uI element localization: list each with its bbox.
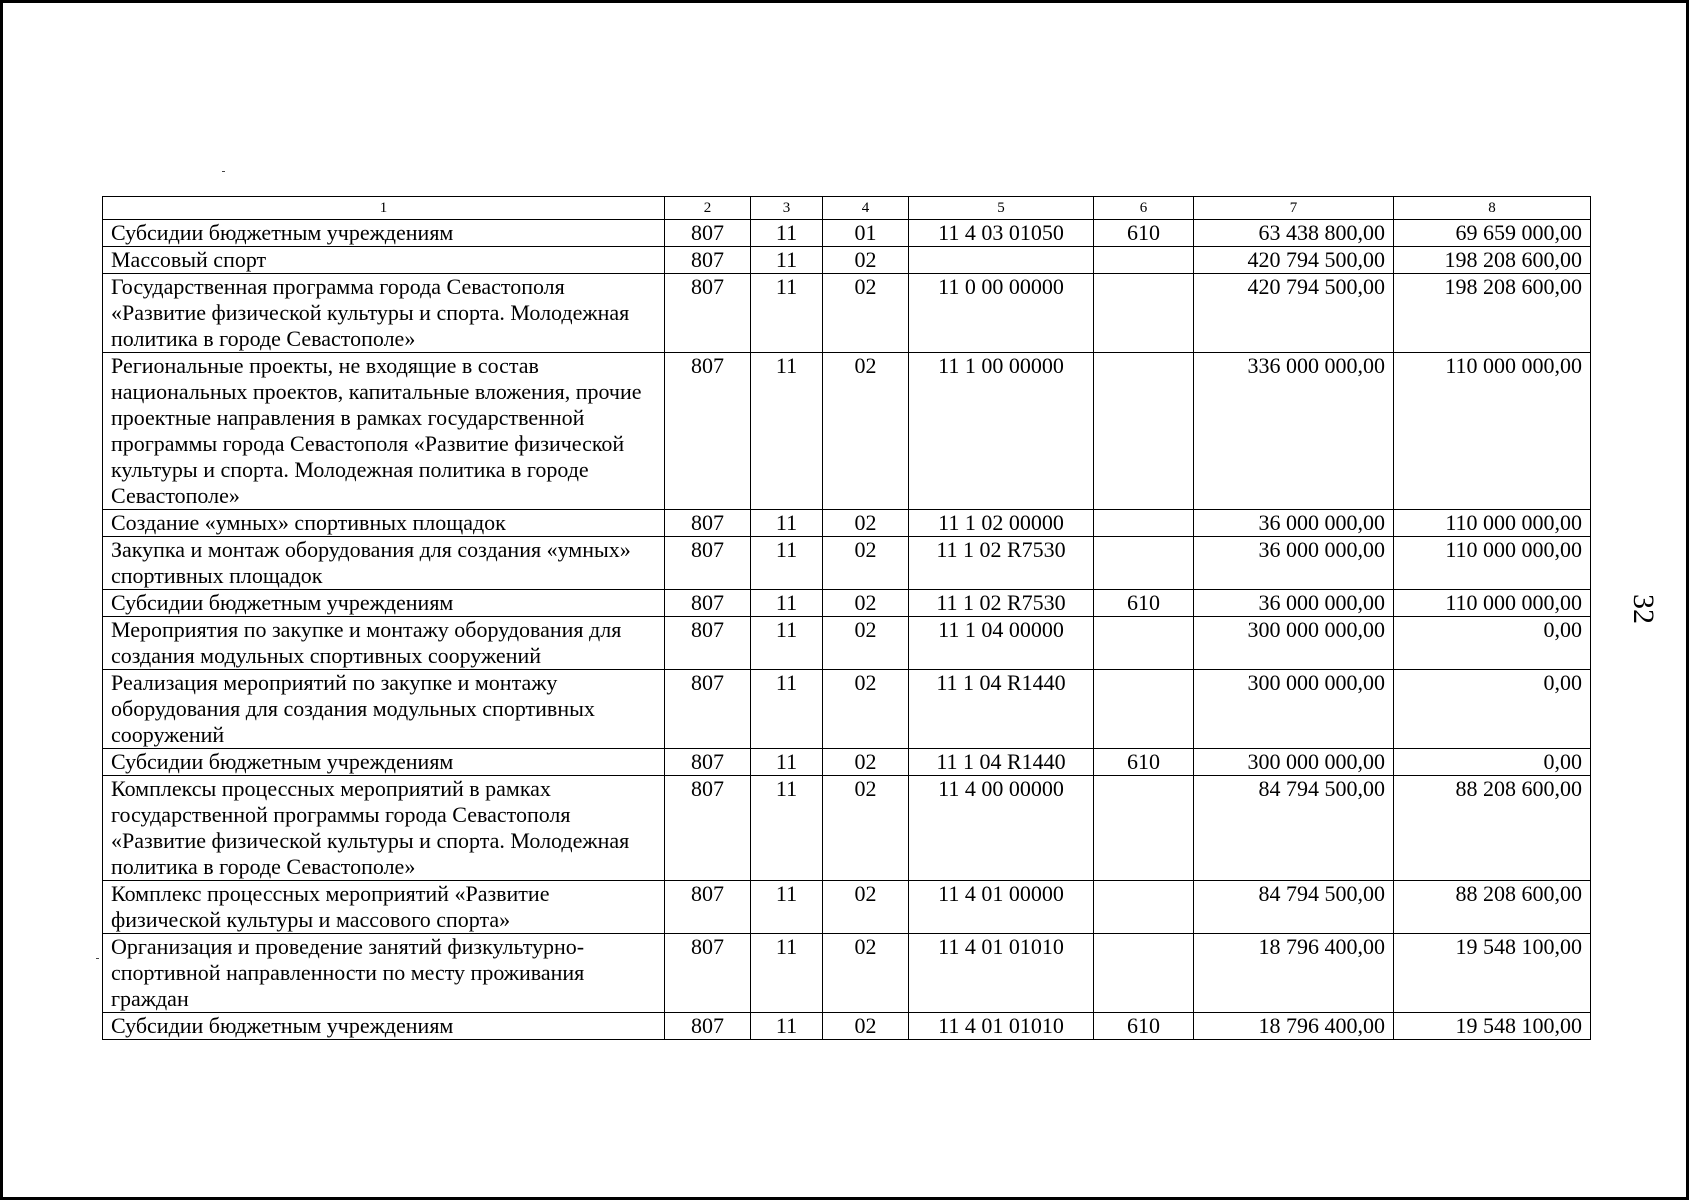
target-article-cell: 11 4 01 00000 [909, 881, 1094, 934]
subdivision-code-cell: 02 [823, 537, 909, 590]
subdivision-code-cell: 02 [823, 881, 909, 934]
target-article-cell: 11 1 04 00000 [909, 617, 1094, 670]
table-row [103, 617, 1591, 670]
row-name-cell: Реализация мероприятий по закупке и монтажу оборудования для создания модульных спортивных сооружений [103, 670, 665, 749]
subdivision-code-cell: 02 [823, 776, 909, 881]
amount-col8-cell: 198 208 600,00 [1394, 274, 1591, 353]
target-article-cell: 11 1 02 R7530 [909, 590, 1094, 617]
expense-type-cell [1094, 934, 1194, 1013]
amount-col7-cell: 300 000 000,00 [1194, 617, 1394, 670]
amount-col7-cell: 420 794 500,00 [1194, 274, 1394, 353]
target-article-cell: 11 4 00 00000 [909, 776, 1094, 881]
amount-col8-cell: 19 548 100,00 [1394, 934, 1591, 1013]
expense-type-cell [1094, 353, 1194, 510]
amount-col7-cell: 420 794 500,00 [1194, 247, 1394, 274]
section-code-cell: 807 [665, 537, 751, 590]
section-code-cell: 807 [665, 617, 751, 670]
amount-col7-cell: 300 000 000,00 [1194, 670, 1394, 749]
amount-col8-cell: 19 548 100,00 [1394, 1013, 1591, 1040]
column-header: 1 [103, 197, 665, 220]
table-row [103, 590, 1591, 617]
column-header: 4 [823, 197, 909, 220]
amount-col8-cell: 110 000 000,00 [1394, 510, 1591, 537]
column-header: 2 [665, 197, 751, 220]
row-name-cell: Субсидии бюджетным учреждениям [103, 590, 665, 617]
row-name-cell: Мероприятия по закупке и монтажу оборудования для создания модульных спортивных сооружений [103, 617, 665, 670]
table-row [103, 1013, 1591, 1040]
table-row [103, 353, 1591, 510]
target-article-cell: 11 1 02 00000 [909, 510, 1094, 537]
section-code-cell: 807 [665, 247, 751, 274]
amount-col7-cell: 36 000 000,00 [1194, 537, 1394, 590]
table-body [103, 220, 1591, 1040]
division-code-cell: 11 [751, 247, 823, 274]
division-code-cell: 11 [751, 353, 823, 510]
scan-speck [222, 171, 225, 172]
expense-type-cell: 610 [1094, 220, 1194, 247]
division-code-cell: 11 [751, 670, 823, 749]
table-row [103, 247, 1591, 274]
amount-col8-cell: 0,00 [1394, 670, 1591, 749]
expense-type-cell: 610 [1094, 1013, 1194, 1040]
division-code-cell: 11 [751, 590, 823, 617]
amount-col7-cell: 84 794 500,00 [1194, 776, 1394, 881]
target-article-cell: 11 1 04 R1440 [909, 749, 1094, 776]
budget-table [102, 196, 1591, 1040]
amount-col8-cell: 88 208 600,00 [1394, 776, 1591, 881]
expense-type-cell: 610 [1094, 749, 1194, 776]
amount-col7-cell: 84 794 500,00 [1194, 881, 1394, 934]
subdivision-code-cell: 02 [823, 617, 909, 670]
subdivision-code-cell: 02 [823, 934, 909, 1013]
division-code-cell: 11 [751, 749, 823, 776]
target-article-cell: 11 0 00 00000 [909, 274, 1094, 353]
amount-col7-cell: 36 000 000,00 [1194, 590, 1394, 617]
page-number: 32 [1627, 594, 1660, 624]
division-code-cell: 11 [751, 1013, 823, 1040]
row-name-cell: Массовый спорт [103, 247, 665, 274]
row-name-cell: Комплексы процессных мероприятий в рамках государственной программы города Севастополя «Развитие физической культуры и спорта. Молодежная политика в городе Севастополе» [103, 776, 665, 881]
scan-speck [96, 958, 99, 959]
expense-type-cell [1094, 274, 1194, 353]
row-name-cell: Комплекс процессных мероприятий «Развитие физической культуры и массового спорта» [103, 881, 665, 934]
amount-col7-cell: 18 796 400,00 [1194, 934, 1394, 1013]
amount-col7-cell: 336 000 000,00 [1194, 353, 1394, 510]
column-header: 5 [909, 197, 1094, 220]
subdivision-code-cell: 02 [823, 353, 909, 510]
subdivision-code-cell: 02 [823, 247, 909, 274]
header-row [103, 197, 1591, 220]
subdivision-code-cell: 02 [823, 1013, 909, 1040]
amount-col7-cell: 300 000 000,00 [1194, 749, 1394, 776]
division-code-cell: 11 [751, 220, 823, 247]
row-name-cell: Субсидии бюджетным учреждениям [103, 1013, 665, 1040]
section-code-cell: 807 [665, 749, 751, 776]
row-name-cell: Организация и проведение занятий физкультурно-спортивной направленности по месту проживания граждан [103, 934, 665, 1013]
column-header: 8 [1394, 197, 1591, 220]
target-article-cell: 11 1 04 R1440 [909, 670, 1094, 749]
target-article-cell: 11 1 02 R7530 [909, 537, 1094, 590]
section-code-cell: 807 [665, 881, 751, 934]
row-name-cell: Создание «умных» спортивных площадок [103, 510, 665, 537]
expense-type-cell [1094, 670, 1194, 749]
division-code-cell: 11 [751, 881, 823, 934]
column-header: 3 [751, 197, 823, 220]
division-code-cell: 11 [751, 934, 823, 1013]
table-row [103, 274, 1591, 353]
table-row [103, 934, 1591, 1013]
column-header: 7 [1194, 197, 1394, 220]
table-row [103, 881, 1591, 934]
row-name-cell: Субсидии бюджетным учреждениям [103, 749, 665, 776]
expense-type-cell: 610 [1094, 590, 1194, 617]
row-name-cell: Региональные проекты, не входящие в состав национальных проектов, капитальные вложения, прочие проектные направления в рамках государственной программы города Севастополя «Развитие физической культуры и спорта. Молодежная политика в городе Севастополе» [103, 353, 665, 510]
section-code-cell: 807 [665, 776, 751, 881]
table-row [103, 510, 1591, 537]
amount-col8-cell: 0,00 [1394, 617, 1591, 670]
amount-col8-cell: 88 208 600,00 [1394, 881, 1591, 934]
section-code-cell: 807 [665, 274, 751, 353]
target-article-cell: 11 4 03 01050 [909, 220, 1094, 247]
division-code-cell: 11 [751, 617, 823, 670]
table-row [103, 670, 1591, 749]
table-header [103, 197, 1591, 220]
target-article-cell: 11 4 01 01010 [909, 934, 1094, 1013]
expense-type-cell [1094, 617, 1194, 670]
expense-type-cell [1094, 776, 1194, 881]
amount-col8-cell: 110 000 000,00 [1394, 537, 1591, 590]
section-code-cell: 807 [665, 934, 751, 1013]
subdivision-code-cell: 02 [823, 749, 909, 776]
amount-col8-cell: 198 208 600,00 [1394, 247, 1591, 274]
column-header: 6 [1094, 197, 1194, 220]
subdivision-code-cell: 01 [823, 220, 909, 247]
table-row [103, 537, 1591, 590]
table-row [103, 776, 1591, 881]
amount-col8-cell: 69 659 000,00 [1394, 220, 1591, 247]
amount-col7-cell: 18 796 400,00 [1194, 1013, 1394, 1040]
amount-col7-cell: 36 000 000,00 [1194, 510, 1394, 537]
subdivision-code-cell: 02 [823, 670, 909, 749]
row-name-cell: Субсидии бюджетным учреждениям [103, 220, 665, 247]
target-article-cell: 11 1 00 00000 [909, 353, 1094, 510]
section-code-cell: 807 [665, 670, 751, 749]
division-code-cell: 11 [751, 274, 823, 353]
section-code-cell: 807 [665, 590, 751, 617]
section-code-cell: 807 [665, 510, 751, 537]
table-row [103, 749, 1591, 776]
division-code-cell: 11 [751, 537, 823, 590]
subdivision-code-cell: 02 [823, 590, 909, 617]
section-code-cell: 807 [665, 1013, 751, 1040]
target-article-cell [909, 247, 1094, 274]
table-row [103, 220, 1591, 247]
expense-type-cell [1094, 247, 1194, 274]
amount-col7-cell: 63 438 800,00 [1194, 220, 1394, 247]
division-code-cell: 11 [751, 510, 823, 537]
subdivision-code-cell: 02 [823, 274, 909, 353]
subdivision-code-cell: 02 [823, 510, 909, 537]
section-code-cell: 807 [665, 353, 751, 510]
expense-type-cell [1094, 537, 1194, 590]
amount-col8-cell: 110 000 000,00 [1394, 353, 1591, 510]
target-article-cell: 11 4 01 01010 [909, 1013, 1094, 1040]
section-code-cell: 807 [665, 220, 751, 247]
expense-type-cell [1094, 510, 1194, 537]
expense-type-cell [1094, 881, 1194, 934]
row-name-cell: Закупка и монтаж оборудования для создания «умных» спортивных площадок [103, 537, 665, 590]
row-name-cell: Государственная программа города Севастополя «Развитие физической культуры и спорта. Молодежная политика в городе Севастополе» [103, 274, 665, 353]
division-code-cell: 11 [751, 776, 823, 881]
amount-col8-cell: 110 000 000,00 [1394, 590, 1591, 617]
amount-col8-cell: 0,00 [1394, 749, 1591, 776]
